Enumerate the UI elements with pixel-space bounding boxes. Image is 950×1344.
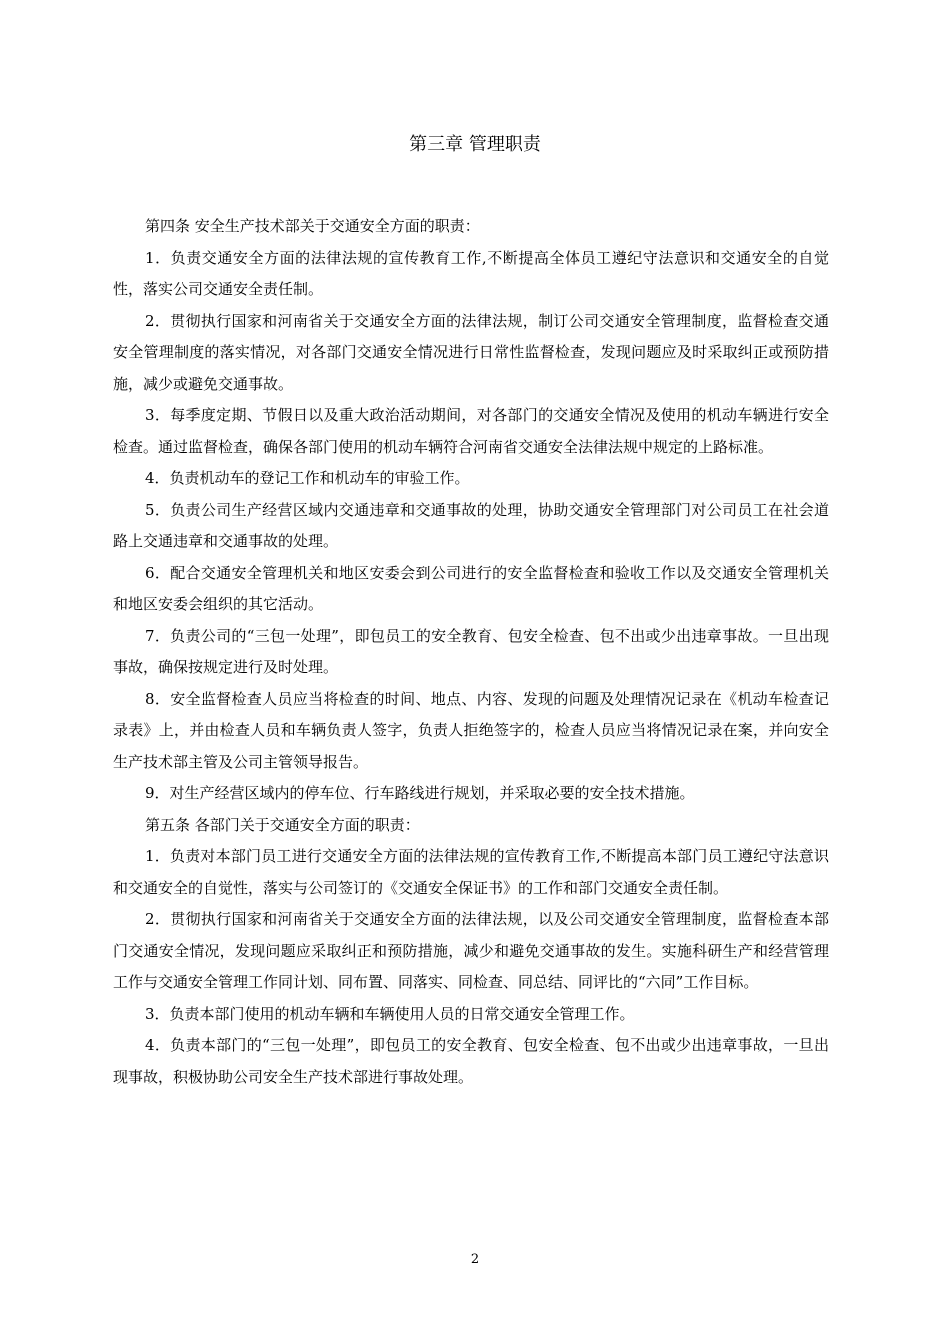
article-5-item-4: 4．负责本部门的“三包一处理”，即包员工的安全教育、包安全检查、包不出或少出违章事故，一旦出现事故，积极协助公司安全生产技术部进行事故处理。 xyxy=(113,1036,829,1086)
article-4-heading: 第四条 安全生产技术部关于交通安全方面的职责： xyxy=(145,217,480,235)
article-4-item-2: 2．贯彻执行国家和河南省关于交通安全方面的法律法规，制订公司交通安全管理制度，监督检查交通安全管理制度的落实情况，对各部门交通安全情况进行日常性监督检查，发现问题应及时采取纠正或预防措施，减少或避免交通事故。 xyxy=(113,311,829,393)
page-number: 2 xyxy=(470,1252,480,1267)
article-4-item-6: 6．配合交通安全管理机关和地区安委会到公司进行的安全监督检查和验收工作以及交通安全管理机关和地区安委会组织的其它活动。 xyxy=(113,563,829,613)
article-5-item-1: 1．负责对本部门员工进行交通安全方面的法律法规的宣传教育工作,不断提高本部门员工遵纪守法意识和交通安全的自觉性，落实与公司签订的《交通安全保证书》的工作和部门交通安全责任制。 xyxy=(113,847,829,897)
article-5-item-2: 2．贯彻执行国家和河南省关于交通安全方面的法律法规，以及公司交通安全管理制度，监督检查本部门交通安全情况，发现问题应采取纠正和预防措施，减少和避免交通事故的发生。实施科研生产和经营管理工作与交通安全管理工作同计划、同布置、同落实、同检查、同总结、同评比的“六同”工作目标。 xyxy=(113,910,829,991)
chapter-title: 第三章 管理职责 xyxy=(409,134,541,155)
article-5-item-3: 3．负责本部门使用的机动车辆和车辆使用人员的日常交通安全管理工作。 xyxy=(145,1004,635,1023)
article-4-item-4: 4．负责机动车的登记工作和机动车的审验工作。 xyxy=(145,469,470,487)
article-4-item-3: 3．每季度定期、节假日以及重大政治活动期间，对各部门的交通安全情况及使用的机动车辆进行安全检查。通过监督检查，确保各部门使用的机动车辆符合河南省交通安全法律法规中规定的上路标准。 xyxy=(113,406,829,456)
article-4-item-9: 9．对生产经营区域内的停车位、行车路线进行规划，并采取必要的安全技术措施。 xyxy=(145,784,695,802)
article-4-item-1: 1．负责交通安全方面的法律法规的宣传教育工作,不断提高全体员工遵纪守法意识和交通安全的自觉性，落实公司交通安全责任制。 xyxy=(113,248,829,298)
article-4-item-8: 8．安全监督检查人员应当将检查的时间、地点、内容、发现的问题及处理情况记录在《机动车检查记录表》上，并由检查人员和车辆负责人签字，负责人拒绝签字的，检查人员应当将情况记录在案，并向安全生产技术部主管及公司主管领导报告。 xyxy=(113,689,829,771)
article-4-item-7: 7．负责公司的“三包一处理”，即包员工的安全教育、包安全检查、包不出或少出违章事故。一旦出现事故，确保按规定进行及时处理。 xyxy=(113,626,829,676)
article-4-item-5: 5．负责公司生产经营区域内交通违章和交通事故的处理，协助交通安全管理部门对公司员工在社会道路上交通违章和交通事故的处理。 xyxy=(113,500,829,550)
document-body xyxy=(113,211,829,1093)
article-5-heading: 第五条 各部门关于交通安全方面的职责： xyxy=(145,815,420,834)
